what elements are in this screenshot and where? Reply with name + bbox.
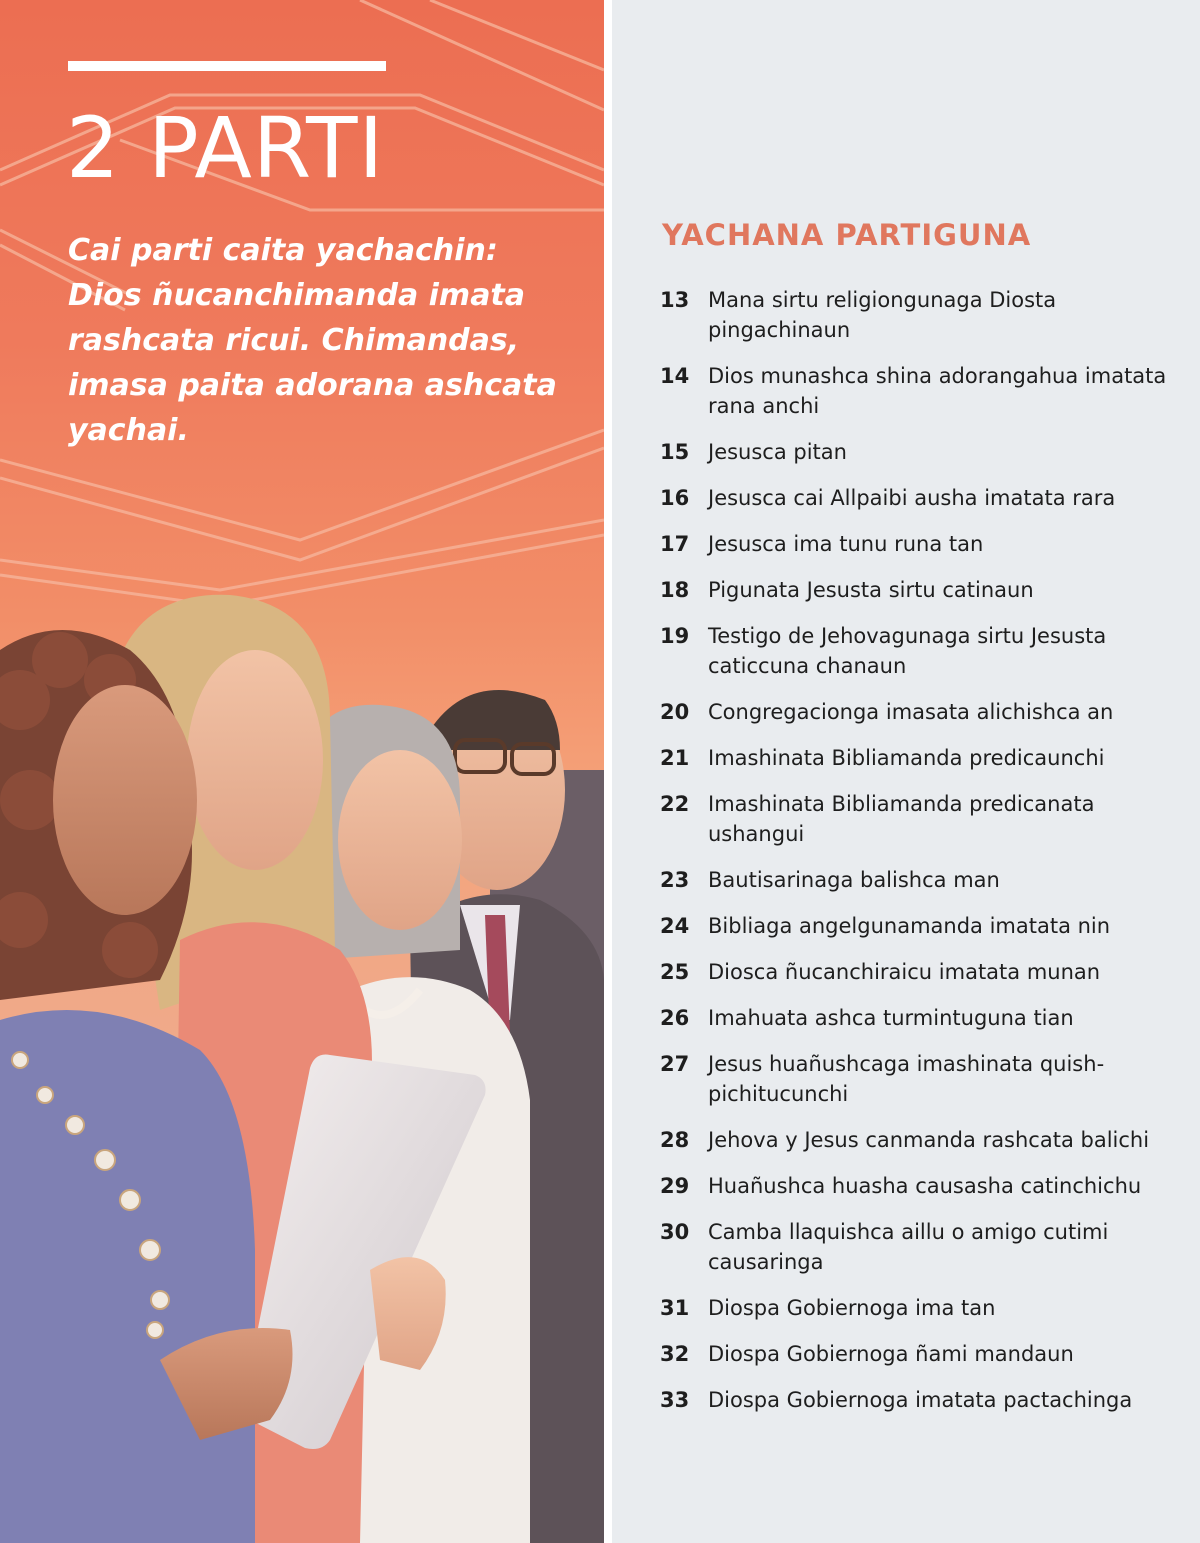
toc-item-title: Jesus huañushcaga imashinata quishpichitucunchi bbox=[708, 1052, 1105, 1106]
toc-item-number: 29 bbox=[660, 1174, 690, 1198]
toc-item-number: 16 bbox=[660, 486, 690, 510]
toc-item-title: Diosca ñucanchiraicu imatata munan bbox=[708, 960, 1101, 984]
toc-item-number: 32 bbox=[660, 1342, 690, 1366]
toc-item-number: 26 bbox=[660, 1006, 690, 1030]
toc-item[interactable] bbox=[660, 1003, 1180, 1033]
toc-item[interactable] bbox=[660, 575, 1180, 605]
toc-item-title: Camba llaquishca aillu o amigo cutimi causaringa bbox=[708, 1220, 1109, 1274]
toc-item-number: 18 bbox=[660, 578, 690, 602]
title-rule bbox=[68, 61, 386, 71]
toc-item-title: Pigunata Jesusta sirtu catinaun bbox=[708, 578, 1034, 602]
toc-item[interactable] bbox=[660, 743, 1180, 773]
toc-item[interactable] bbox=[660, 437, 1180, 467]
toc-item-title: Bibliaga angelgunamanda imatata nin bbox=[708, 914, 1111, 938]
toc-item[interactable] bbox=[660, 361, 1180, 421]
column-divider bbox=[604, 0, 612, 1543]
toc-item-title: Testigo de Jehovagunaga sirtu Jesusta caticcuna chanaun bbox=[708, 624, 1107, 678]
toc-item[interactable] bbox=[660, 1049, 1180, 1109]
toc-item-number: 23 bbox=[660, 868, 690, 892]
toc-item[interactable] bbox=[660, 483, 1180, 513]
toc-item-title: Huañushca huasha causasha catinchichu bbox=[708, 1174, 1142, 1198]
toc-item[interactable] bbox=[660, 1293, 1180, 1323]
toc-item-number: 21 bbox=[660, 746, 690, 770]
toc-item-title: Imashinata Bibliamanda predicaunchi bbox=[708, 746, 1105, 770]
toc-item-number: 33 bbox=[660, 1388, 690, 1412]
toc-item-title: Jesusca cai Allpaibi ausha imatata rara bbox=[708, 486, 1116, 510]
toc-item-number: 22 bbox=[660, 792, 690, 816]
toc-item-number: 17 bbox=[660, 532, 690, 556]
toc-heading: YACHANA PARTIGUNA bbox=[662, 218, 1032, 252]
toc-list bbox=[660, 285, 1180, 1431]
toc-item-title: Jesusca pitan bbox=[708, 440, 847, 464]
toc-item-title: Mana sirtu religiongunaga Diosta pingachinaun bbox=[708, 288, 1057, 342]
toc-item-number: 19 bbox=[660, 624, 690, 648]
toc-item-number: 28 bbox=[660, 1128, 690, 1152]
toc-item-title: Imahuata ashca turmintuguna tian bbox=[708, 1006, 1074, 1030]
toc-item-number: 30 bbox=[660, 1220, 690, 1244]
toc-item[interactable] bbox=[660, 1125, 1180, 1155]
toc-item[interactable] bbox=[660, 529, 1180, 559]
toc-item[interactable] bbox=[660, 789, 1180, 849]
toc-item-title: Congregacionga imasata alichishca an bbox=[708, 700, 1114, 724]
toc-item-title: Dios munashca shina adorangahua imatata rana anchi bbox=[708, 364, 1167, 418]
toc-item[interactable] bbox=[660, 911, 1180, 941]
toc-item-number: 24 bbox=[660, 914, 690, 938]
toc-item-number: 15 bbox=[660, 440, 690, 464]
toc-item-title: Jesusca ima tunu runa tan bbox=[708, 532, 984, 556]
toc-item[interactable] bbox=[660, 697, 1180, 727]
toc-item-number: 20 bbox=[660, 700, 690, 724]
toc-item[interactable] bbox=[660, 621, 1180, 681]
toc-item-title: Diospa Gobiernoga ñami mandaun bbox=[708, 1342, 1074, 1366]
part-title: 2 PARTI bbox=[66, 99, 385, 197]
toc-item-title: Bautisarinaga balishca man bbox=[708, 868, 1000, 892]
toc-item-number: 25 bbox=[660, 960, 690, 984]
toc-item[interactable] bbox=[660, 865, 1180, 895]
toc-item[interactable] bbox=[660, 285, 1180, 345]
toc-item-title: Jehova y Jesus canmanda rashcata balichi bbox=[708, 1128, 1150, 1152]
toc-item-number: 13 bbox=[660, 288, 690, 312]
toc-item[interactable] bbox=[660, 1339, 1180, 1369]
toc-item[interactable] bbox=[660, 1217, 1180, 1277]
toc-item-title: Diospa Gobiernoga ima tan bbox=[708, 1296, 996, 1320]
toc-item[interactable] bbox=[660, 1385, 1180, 1415]
toc-item-title: Diospa Gobiernoga imatata pactachinga bbox=[708, 1388, 1133, 1412]
toc-item-number: 31 bbox=[660, 1296, 690, 1320]
part-intro: Cai parti caita yachachin: Dios ñucanchimanda imata rashcata ricui. Chimandas, imasa paita adorana ashcata yachai. bbox=[68, 233, 557, 448]
toc-item-number: 14 bbox=[660, 364, 690, 388]
toc-item-title: Imashinata Bibliamanda predicanata ushangui bbox=[708, 792, 1095, 846]
toc-item-number: 27 bbox=[660, 1052, 690, 1076]
toc-item[interactable] bbox=[660, 957, 1180, 987]
toc-item[interactable] bbox=[660, 1171, 1180, 1201]
